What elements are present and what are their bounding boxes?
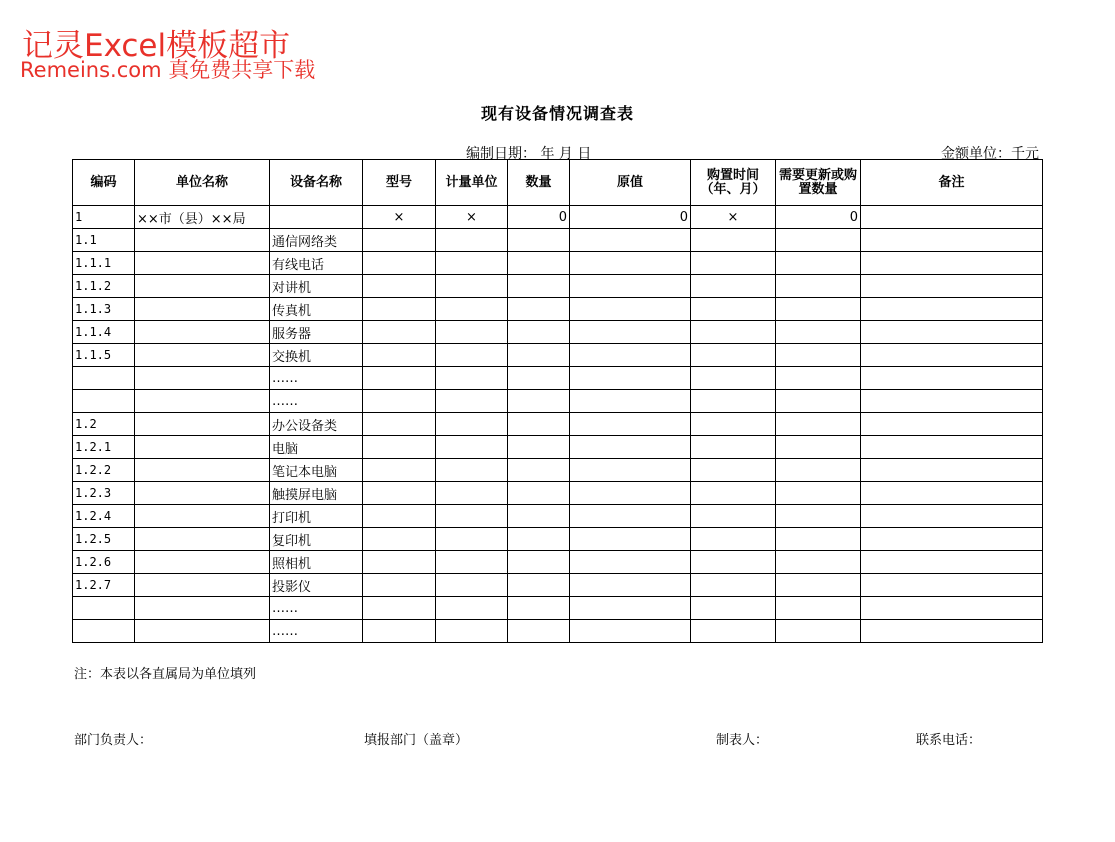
table-cell: [436, 298, 508, 321]
table-cell: [861, 229, 1043, 252]
table-cell: [508, 574, 570, 597]
page-title: 现有设备情况调查表: [480, 104, 634, 123]
table-cell: [135, 597, 270, 620]
table-cell: 1.2.3: [73, 482, 135, 505]
table-cell: 1.1: [73, 229, 135, 252]
header-cell: 单位名称: [135, 160, 270, 206]
table-row: [73, 206, 1043, 229]
preparer-label: 制表人：: [716, 733, 769, 748]
table-cell: 交换机: [270, 344, 363, 367]
header-cell: 型号: [363, 160, 436, 206]
watermark-subtitle: Remeins.com 真免费共享下载: [20, 58, 316, 82]
table-cell: [861, 436, 1043, 459]
table-cell: 1.1.2: [73, 275, 135, 298]
table-cell: 1.1.3: [73, 298, 135, 321]
table-cell: [508, 505, 570, 528]
table-cell: [570, 367, 691, 390]
header-cell: 设备名称: [270, 160, 363, 206]
table-cell: [861, 620, 1043, 643]
table-cell: [363, 321, 436, 344]
table-cell: [570, 344, 691, 367]
table-cell: [776, 505, 861, 528]
table-cell: [363, 551, 436, 574]
table-cell: [570, 551, 691, 574]
table-cell: 打印机: [270, 505, 363, 528]
table-cell: [570, 390, 691, 413]
table-row: [73, 252, 1043, 275]
table-cell: ……: [270, 367, 363, 390]
table-cell: [436, 436, 508, 459]
table-cell: [861, 206, 1043, 229]
table-cell: [135, 252, 270, 275]
table-row: [73, 528, 1043, 551]
table-cell: [135, 413, 270, 436]
table-cell: [508, 413, 570, 436]
table-cell: [691, 620, 776, 643]
table-cell: [776, 436, 861, 459]
table-cell: [861, 528, 1043, 551]
table-cell: [508, 321, 570, 344]
table-cell: [508, 229, 570, 252]
table-row: [73, 390, 1043, 413]
table-row: [73, 436, 1043, 459]
table-cell: [135, 459, 270, 482]
table-cell: [508, 390, 570, 413]
table-cell: 电脑: [270, 436, 363, 459]
table-cell: [776, 413, 861, 436]
table-cell: [135, 321, 270, 344]
table-cell: [363, 413, 436, 436]
table-cell: [776, 390, 861, 413]
table-cell: [776, 597, 861, 620]
table-cell: [363, 597, 436, 620]
table-row: [73, 551, 1043, 574]
table-cell: [508, 298, 570, 321]
table-cell: [691, 321, 776, 344]
table-cell: [270, 206, 363, 229]
table-row: [73, 459, 1043, 482]
header-row: [73, 160, 1043, 206]
table-cell: [363, 482, 436, 505]
table-cell: [776, 459, 861, 482]
date-label: 编制日期： 年 月 日: [466, 146, 592, 162]
table-cell: [570, 597, 691, 620]
table-cell: [508, 344, 570, 367]
phone-label: 联系电话：: [916, 733, 982, 748]
table-cell: [363, 229, 436, 252]
table-cell: [570, 620, 691, 643]
table-cell: [691, 252, 776, 275]
table-row: [73, 344, 1043, 367]
table-cell: [436, 413, 508, 436]
header-cell: 计量单位: [436, 160, 508, 206]
table-cell: [570, 574, 691, 597]
table-cell: [776, 252, 861, 275]
table-cell: [776, 528, 861, 551]
table-cell: [861, 252, 1043, 275]
header-cell: 编码: [73, 160, 135, 206]
table-cell: 有线电话: [270, 252, 363, 275]
table-cell: [363, 620, 436, 643]
table-cell: [135, 620, 270, 643]
table-cell: [570, 229, 691, 252]
table-cell: 0: [508, 206, 570, 229]
header-cell: 数量: [508, 160, 570, 206]
table-cell: [363, 574, 436, 597]
table-cell: 1.2: [73, 413, 135, 436]
table-cell: [73, 597, 135, 620]
table-cell: [861, 459, 1043, 482]
table-cell: [861, 344, 1043, 367]
table-cell: 1.1.4: [73, 321, 135, 344]
table-cell: [570, 252, 691, 275]
table-cell: [363, 528, 436, 551]
table-cell: [508, 252, 570, 275]
table-cell: [861, 597, 1043, 620]
table-cell: [776, 298, 861, 321]
table-cell: [436, 482, 508, 505]
table-cell: [570, 528, 691, 551]
table-row: [73, 597, 1043, 620]
table-cell: [436, 367, 508, 390]
table-cell: 触摸屏电脑: [270, 482, 363, 505]
table-cell: 1.2.4: [73, 505, 135, 528]
table-cell: 复印机: [270, 528, 363, 551]
table-row: [73, 482, 1043, 505]
table-cell: 1.2.7: [73, 574, 135, 597]
table-cell: 1.2.1: [73, 436, 135, 459]
table-cell: [691, 551, 776, 574]
table-cell: [570, 275, 691, 298]
table-cell: [363, 275, 436, 298]
table-cell: [436, 574, 508, 597]
table-cell: [135, 298, 270, 321]
table-cell: [363, 390, 436, 413]
table-cell: [436, 229, 508, 252]
table-cell: [363, 505, 436, 528]
table-cell: [436, 505, 508, 528]
table-cell: [508, 620, 570, 643]
table-row: [73, 229, 1043, 252]
table-cell: 办公设备类: [270, 413, 363, 436]
table-cell: 笔记本电脑: [270, 459, 363, 482]
table-cell: [508, 459, 570, 482]
table-cell: [691, 574, 776, 597]
table-cell: [776, 574, 861, 597]
table-cell: [570, 436, 691, 459]
table-cell: [363, 298, 436, 321]
table-cell: [691, 459, 776, 482]
table-cell: [135, 436, 270, 459]
header-cell: 购置时间（年、月）: [691, 160, 776, 206]
table-cell: [776, 551, 861, 574]
table-cell: [135, 505, 270, 528]
table-cell: [691, 275, 776, 298]
table-cell: [135, 229, 270, 252]
table-cell: [73, 620, 135, 643]
table-cell: [691, 390, 776, 413]
table-body: [73, 206, 1043, 643]
table-cell: 1.1.1: [73, 252, 135, 275]
table-cell: [776, 482, 861, 505]
table-cell: [436, 275, 508, 298]
table-row: [73, 620, 1043, 643]
table-cell: [135, 482, 270, 505]
table-cell: [861, 298, 1043, 321]
table-cell: [436, 390, 508, 413]
table-cell: ××市（县）××局: [135, 206, 270, 229]
table-cell: 对讲机: [270, 275, 363, 298]
table-cell: ……: [270, 390, 363, 413]
table-cell: [691, 367, 776, 390]
table-cell: [363, 436, 436, 459]
table-cell: [691, 436, 776, 459]
table-cell: 传真机: [270, 298, 363, 321]
table-cell: 0: [570, 206, 691, 229]
table-cell: [776, 275, 861, 298]
table-cell: [861, 390, 1043, 413]
table-cell: [861, 551, 1043, 574]
header-cell: 需要更新或购置数量: [776, 160, 861, 206]
table-cell: [135, 574, 270, 597]
table-cell: [135, 390, 270, 413]
table-cell: [363, 367, 436, 390]
table-cell: [691, 528, 776, 551]
table-cell: ……: [270, 597, 363, 620]
table-cell: 通信网络类: [270, 229, 363, 252]
table-cell: 照相机: [270, 551, 363, 574]
table-cell: [691, 298, 776, 321]
table-cell: [73, 390, 135, 413]
table-cell: [436, 597, 508, 620]
table-cell: [436, 252, 508, 275]
table-cell: [861, 367, 1043, 390]
table-cell: [776, 321, 861, 344]
table-row: [73, 505, 1043, 528]
table-cell: [691, 413, 776, 436]
table-cell: [436, 620, 508, 643]
table-cell: [436, 528, 508, 551]
table-row: [73, 321, 1043, 344]
table-cell: [570, 298, 691, 321]
table-cell: [691, 344, 776, 367]
table-cell: [508, 367, 570, 390]
table-cell: [135, 275, 270, 298]
table-cell: [363, 344, 436, 367]
table-row: [73, 574, 1043, 597]
table-cell: ……: [270, 620, 363, 643]
table-cell: [363, 252, 436, 275]
table-cell: [73, 367, 135, 390]
table-cell: [135, 551, 270, 574]
survey-table: [72, 159, 1043, 643]
watermark-title: 记灵Excel模板超市: [22, 28, 291, 64]
table-cell: [776, 229, 861, 252]
table-cell: [691, 229, 776, 252]
table-cell: [363, 459, 436, 482]
table-cell: ×: [363, 206, 436, 229]
table-cell: [436, 344, 508, 367]
table-cell: [508, 482, 570, 505]
table-cell: [436, 551, 508, 574]
table-cell: [570, 413, 691, 436]
table-cell: [508, 275, 570, 298]
table-cell: [436, 321, 508, 344]
table-cell: [570, 321, 691, 344]
table-cell: 0: [776, 206, 861, 229]
table-cell: [508, 597, 570, 620]
table-cell: [570, 482, 691, 505]
table-cell: 1.1.5: [73, 344, 135, 367]
table-cell: [861, 275, 1043, 298]
table-cell: [436, 459, 508, 482]
table-cell: [861, 413, 1043, 436]
table-cell: ×: [691, 206, 776, 229]
table-cell: [776, 620, 861, 643]
table-cell: [861, 482, 1043, 505]
table-cell: [776, 344, 861, 367]
table-cell: [861, 574, 1043, 597]
table-cell: [135, 528, 270, 551]
unit-label: 金额单位：千元: [941, 146, 1039, 162]
table-cell: [691, 482, 776, 505]
table-row: [73, 413, 1043, 436]
table-cell: 1.2.6: [73, 551, 135, 574]
table-cell: 服务器: [270, 321, 363, 344]
table-row: [73, 367, 1043, 390]
table-cell: 1.2.5: [73, 528, 135, 551]
table-cell: 1: [73, 206, 135, 229]
dept-head-label: 部门负责人：: [74, 733, 153, 748]
table-cell: [691, 597, 776, 620]
header-cell: 原值: [570, 160, 691, 206]
table-cell: [570, 505, 691, 528]
table-cell: [508, 551, 570, 574]
table-cell: [135, 344, 270, 367]
table-cell: [508, 436, 570, 459]
table-cell: ×: [436, 206, 508, 229]
table-cell: 1.2.2: [73, 459, 135, 482]
table-row: [73, 298, 1043, 321]
table-cell: [861, 321, 1043, 344]
filling-dept-label: 填报部门（盖章）: [364, 733, 469, 748]
table-cell: 投影仪: [270, 574, 363, 597]
table-cell: [776, 367, 861, 390]
table-cell: [570, 459, 691, 482]
table-cell: [861, 505, 1043, 528]
header-cell: 备注: [861, 160, 1043, 206]
table-note: 注：本表以各直属局为单位填列: [74, 667, 257, 682]
table-cell: [135, 367, 270, 390]
table-row: [73, 275, 1043, 298]
table-cell: [691, 505, 776, 528]
table-cell: [508, 528, 570, 551]
